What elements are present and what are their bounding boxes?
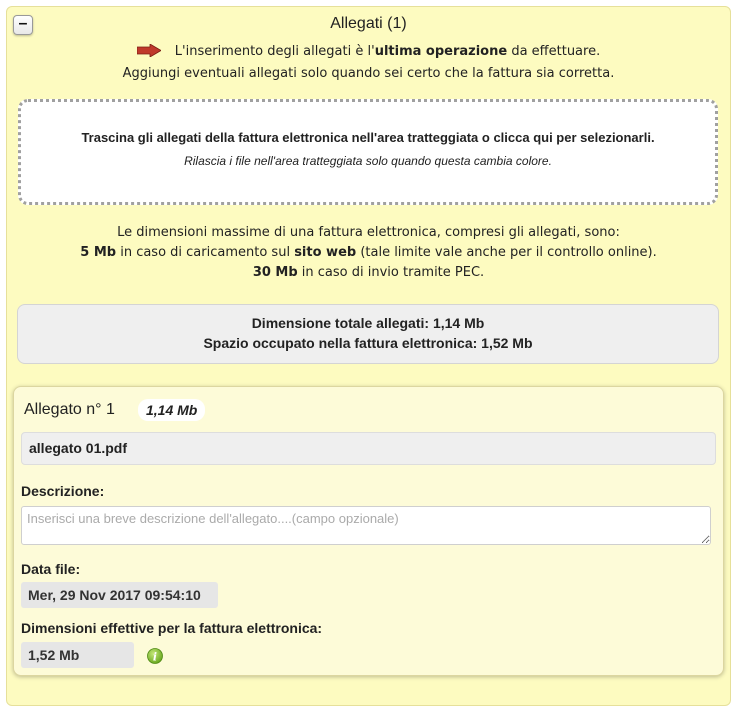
intro-line-2: Aggiungi eventuali allegati solo quando sei certo che la fattura sia corretta. <box>122 66 615 81</box>
pec-limit-text: in caso di invio tramite PEC. <box>297 265 485 280</box>
svg-text:i: i <box>152 650 158 664</box>
limits-line-1: Le dimensioni massime di una fattura elettronica, compresi gli allegati, sono: <box>117 225 620 240</box>
description-label: Descrizione: <box>21 483 105 499</box>
info-icon[interactable] <box>147 648 163 669</box>
effective-size-value: 1,52 Mb <box>21 642 134 668</box>
intro-line-1 <box>7 42 730 64</box>
dropzone-hint: Rilascia i file nell'area tratteggiata solo quando questa cambia colore. <box>184 154 552 168</box>
allegati-panel <box>6 6 731 706</box>
web-limit-size: 5 Mb <box>80 245 117 260</box>
invoice-space-used: Spazio occupato nella fattura elettronica: 1,52 Mb <box>203 335 533 351</box>
web-limit-post: (tale limite vale anche per il controllo online). <box>356 245 657 260</box>
attachment-title: Allegato n° 1 <box>24 401 115 418</box>
totals-box <box>17 304 719 364</box>
intro-line-1-post: da effettuare. <box>507 44 601 59</box>
collapse-button[interactable]: – <box>13 15 33 35</box>
intro-line-1-bold: ultima operazione <box>374 44 508 59</box>
pec-limit-size: 30 Mb <box>252 265 298 280</box>
effective-size-label: Dimensioni effettive per la fattura elettronica: <box>21 620 323 636</box>
total-attachments-size: Dimensione totale allegati: 1,14 Mb <box>251 315 485 331</box>
description-input[interactable] <box>21 506 711 545</box>
limits-line-pec <box>7 263 730 283</box>
attachment-filename: allegato 01.pdf <box>21 432 716 465</box>
intro-line-1-pre: L'inserimento degli allegati è l' <box>174 44 375 59</box>
intro-text <box>7 42 730 84</box>
web-limit-bold: sito web <box>294 245 357 260</box>
file-dropzone[interactable] <box>18 99 718 205</box>
limits-line-web <box>7 243 730 263</box>
web-limit-mid: in caso di caricamento sul <box>116 245 295 260</box>
panel-title: Allegati (1) <box>330 15 407 32</box>
size-limits-text <box>7 223 730 283</box>
attachment-size-badge: 1,14 Mb <box>138 399 205 421</box>
date-file-label: Data file: <box>21 561 81 577</box>
dropzone-instruction: Trascina gli allegati della fattura elettronica nell'area tratteggiata o clicca qui per selezionarli. <box>81 130 655 145</box>
date-file-value: Mer, 29 Nov 2017 09:54:10 <box>21 582 218 608</box>
arrow-right-icon <box>137 44 161 64</box>
attachment-card <box>13 386 724 676</box>
